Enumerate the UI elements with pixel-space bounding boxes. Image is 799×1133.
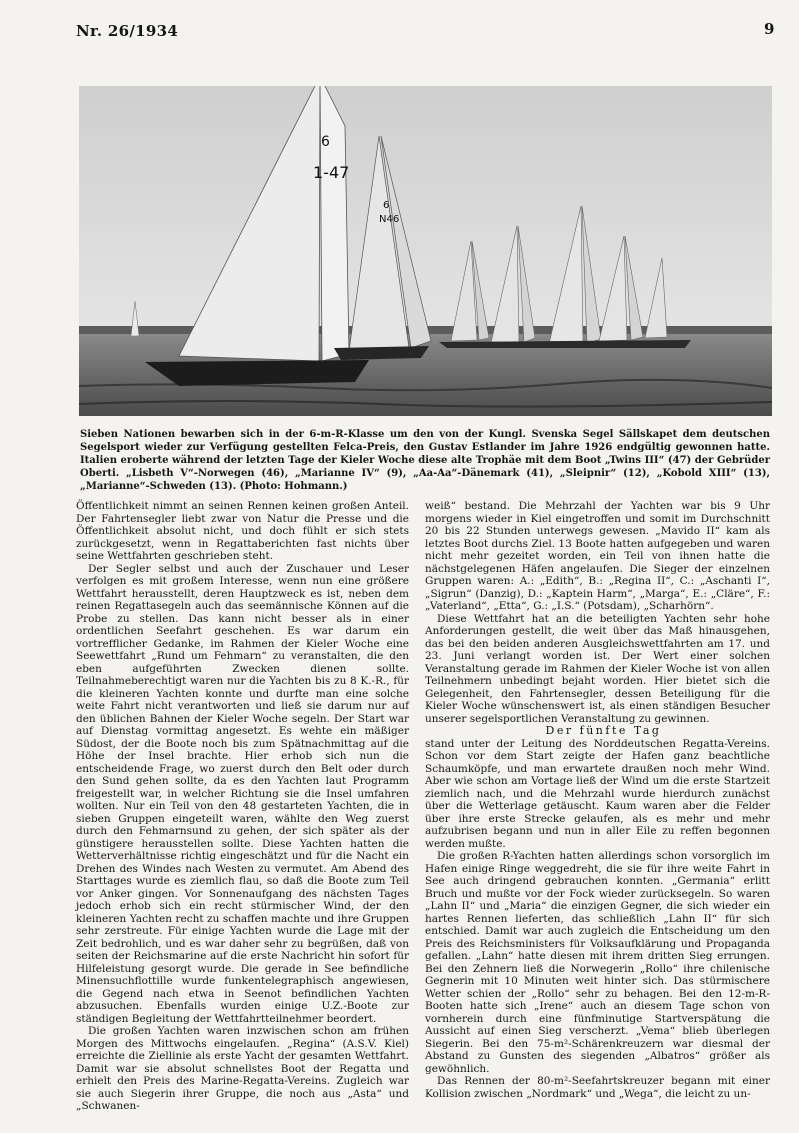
paragraph: weiß“ bestand. Die Mehrzahl der Yachten war bis 9 Uhr morgens wieder in Kiel eingetroffen und somit im Durchschnitt 20 bis 22 Stunden unterwegs gewesen. „Mavido II“ kam als letztes Boot durchs Ziel. 13 Boote hatten aufgegeben und waren nicht mehr gezeitet worden, ein Teil von ihnen hatte die nächstgelegenen Häfen angelaufen. Die Sieger der einzelnen Gruppen waren: A.: „Edith“, B.: „Regina II“, C.: „Aschanti I“, „Sigrun“ (Danzig), D.: „Kaptein Harm“, „Marga“, E.: „Cläre“, F.: „Vaterland“, „Etta“, G.: „I.S.“ (Potsdam), „Scharhörn“. — [425, 500, 770, 612]
sail-number-1: 6 — [321, 134, 330, 150]
sail-number-3: 6 — [383, 200, 390, 211]
sail-number-4: N46 — [379, 214, 400, 225]
right-column — [425, 500, 770, 1100]
paragraph: Die großen R-Yachten hatten allerdings schon vorsorglich im Hafen einige Ringe weggedreht, die sie für ihre weite Fahrt in See auch dringend gebrauchen konnten. „Germania“ erlitt Bruch und mußte vor der Fock wieder zurücksegeln. So waren „Lahn II“ und „Maria“ die einzigen Gegner, die sich wieder ein hartes Rennen lieferten, das schließlich „Lahn II“ für sich entschied. Damit war auch zugleich die Entscheidung um den Preis des Reichsministers für Volksaufklärung und Propaganda gefallen. „Lahn“ hatte diesen mit ihrem dritten Sieg errungen. Bei den Zehnern ließ die Norwegerin „Rollo“ ihre chilenische Gegnerin mit 10 Minuten weit hinter sich. Das stürmischere Wetter schien der „Rollo“ sehr zu behagen. Bei den 12-m-R-Booten hatte sich „Irene“ auch an diesem Tage schon von vornherein durch eine fünfminutige Startverspätung die Aussicht auf einen Sieg verscherzt. „Vema“ blieb überlegen Siegerin. Bei den 75-m²-Schärenkreuzern war diesmal der Abstand zu Gunsten des siegenden „Albatros“ größer als gewöhnlich. — [425, 850, 770, 1075]
paragraph: Öffentlichkeit nimmt an seinen Rennen keinen großen Anteil. Der Fahrtensegler liebt zwar von Natur die Presse und die Öffentlichkeit absolut nicht, und doch fühlt er sich stets zurückgesetzt, wenn in Regattaberichten fast nichts über seine Wettfahrten geschrieben steht. — [76, 500, 409, 562]
paragraph: Der Segler selbst und auch der Zuschauer und Leser verfolgen es mit großem Interesse, wenn nun eine größere Wettfahrt herausstellt, deren Hauptzweck es ist, neben dem reinen Regattasegeln auch das seemännische Können auf die Probe zu stellen. Das kann nicht besser als in einer ordentlichen Seefahrt geschehen. Es war darum ein vortrefflicher Gedanke, im Rahmen der Kieler Woche eine Seewettfahrt „Rund um Fehmarn“ zu veranstalten, die den eben aufgeführten Zwecken dienen sollte. Teilnahmeberechtigt waren nur die Yachten bis zu 8 K.-R., für die kleineren Yachten konnte und durfte man eine solche weite Fahrt nicht verantworten und ließ sie darum nur auf den üblichen Bahnen der Kieler Woche segeln. Der Start war auf Dienstag vormittag angesetzt. Es wehte ein mäßiger Südost, der die Boote noch bis zum Spätnachmittag auf die Höhe der Insel brachte. Hier erhob sich nun die entscheidende Frage, wo zuerst durch den Belt oder durch den Sund gehen sollte, da es den Yachten laut Programm freigestellt war, in welcher Richtung sie die Insel umfahren wollten. Nur ein Teil von den 48 gestarteten Yachten, die in sieben Gruppen eingeteilt waren, wählte den Weg zuerst durch den Fehmarnsund zu gehen, der sich später als der günstigere herausstellen sollte. Diese Yachten hatten die Wetterverhältnisse richtig eingeschätzt und für die Nacht ein Drehen des Windes nach Westen zu vermutet. Am Abend des Starttages wurde es ziemlich flau, so daß die Boote zum Teil vor Anker gingen. Vor Sonnenaufgang des nächsten Tages jedoch erhob sich ein recht stürmischer Wind, der den kleineren Yachten recht zu schaffen machte und ihre Gruppen sehr zerstreute. Für einige Yachten wurde die Lage mit der Zeit bedrohlich, und es war daher sehr zu begrüßen, daß von seiten der Reichsmarine auf die erste Nachricht hin sofort für Hilfeleistung gesorgt wurde. Die gerade in See befindliche Minensuchflottille wurde funkentelegraphisch angewiesen, die Gegend nach etwa in Seenot befindlichen Yachten abzusuchen. Ebenfalls wurden einige U.Z.-Boote zur ständigen Begleitung der Wettfahrtteilnehmer beordert. — [76, 562, 409, 1025]
left-column — [76, 500, 409, 1113]
photo-caption: Sieben Nationen bewarben sich in der 6-m-R-Klasse um den von der Kungl. Svenska Segel Sällskapet dem deutschen Segelsport wieder zur Verfügung gestellten Felca-Preis, den Gustav Estlander im Jahre 1926 endgültig gewonnen hatte. Italien eroberte während der letzten Tage der Kieler Woche diese alte Trophäe mit dem Boot „Twins III“ (47) der Gebrüder Oberti. „Lisbeth V“-Norwegen (46), „Marianne IV“ (9), „Aa-Aa“-Dänemark (41), „Sleipnir“ (12), „Kobold XIII“ (13), „Marianne“-Schweden (13). (Photo: Hohmann.) — [80, 429, 770, 492]
sailing-photo — [79, 86, 772, 416]
section-heading: Der fünfte Tag — [545, 724, 662, 737]
regatta-illustration — [79, 86, 772, 416]
issue-number: Nr. 26/1934 — [76, 22, 179, 40]
sail-number-2: 1-47 — [313, 163, 350, 182]
paragraph: Diese Wettfahrt hat an die beteiligten Yachten sehr hohe Anforderungen gestellt, die weit über das Maß hinausgehen, das bei den beiden anderen Ausgleichswettfahrten am 17. und 23. Juni verlangt worden ist. Der Wert einer solchen Veranstaltung gerade im Rahmen der Kieler Woche ist von allen Teilnehmern unbedingt bejaht worden. Hier bietet sich die Gelegenheit, den Fahrtensegler, dessen Beteiligung für die Kieler Woche wünschenswert ist, als einen ständigen Besucher unserer segelsportlichen Veranstaltung zu gewinnen. — [425, 612, 770, 725]
page-number: 9 — [764, 20, 775, 38]
paragraph: Die großen Yachten waren inzwischen schon am frühen Morgen des Mittwochs eingelaufen. „Regina“ (A.S.V. Kiel) erreichte die Ziellinie als erste Yacht der gesamten Wettfahrt. Damit war sie absolut schnellstes Boot der Regatta und erhielt den Preis des Marine-Regatta-Vereins. Zugleich war sie auch Siegerin ihrer Gruppe, die noch aus „Asta“ und „Schwanen- — [76, 1025, 409, 1112]
paragraph: Das Rennen der 80-m²-Seefahrtskreuzer begann mit einer Kollision zwischen „Nordmark“ und „Wega“, die leicht zu un- — [425, 1075, 770, 1100]
paragraph: stand unter der Leitung des Norddeutschen Regatta-Vereins. Schon vor dem Start zeigte der Hafen ganz beachtliche Schaumköpfe, und man erwartete draußen noch mehr Wind. Aber wie schon am Vortage ließ der Wind um die erste Startzeit ziemlich nach, und die Mehrzahl wurde hierdurch zunächst über die Wetterlage getäuscht. Kaum waren aber die Felder über ihre erste Strecke gelaufen, als es mehr und mehr aufzubrisen begann und nun in aller Eile zu reffen begonnen werden mußte. — [425, 737, 770, 850]
